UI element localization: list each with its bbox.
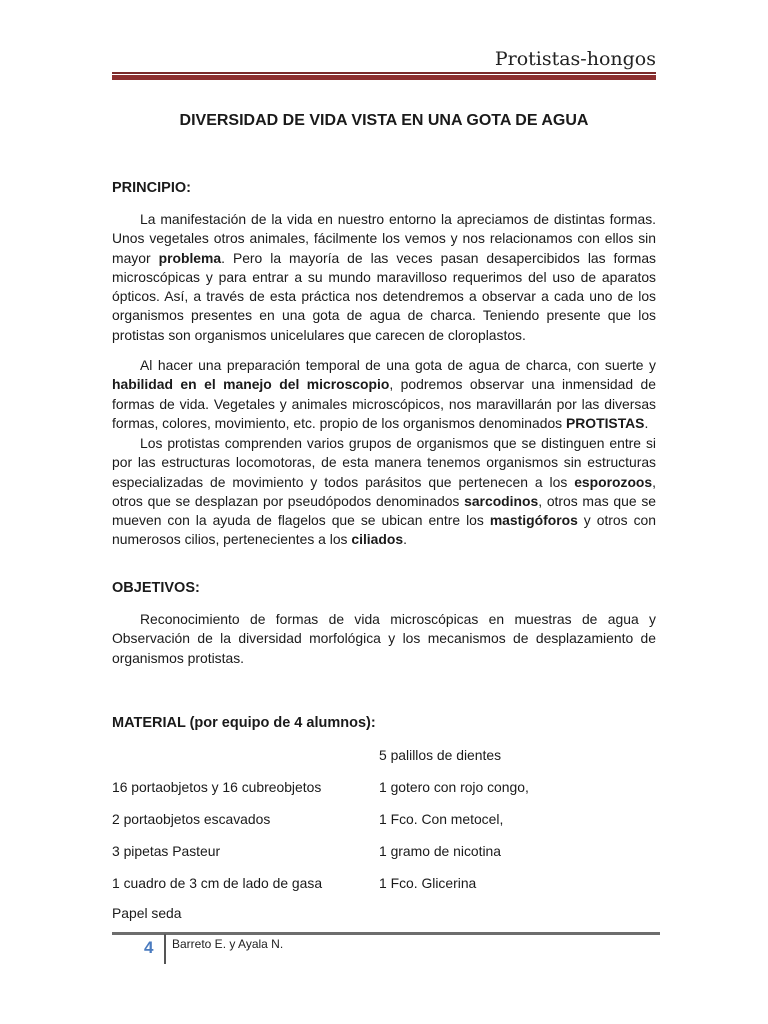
principio-heading: PRINCIPIO: (112, 180, 191, 196)
objetivos-heading: OBJETIVOS: (112, 580, 200, 596)
principio-paragraph-3 (112, 434, 656, 550)
p3-bold-esporozoos: esporozoos (574, 473, 653, 490)
p3-text-c: , otros que se desplazan por pseudópodos denominados (112, 473, 656, 509)
material-right-item-5: 1 Fco. Glicerina (379, 875, 477, 891)
p3-bold-sarcodinos: sarcodinos (464, 492, 539, 509)
footer-author: Barreto E. y Ayala N. (172, 937, 284, 951)
p2-text-a: Al hacer una preparación temporal de una gota de agua de charca, con suerte y (140, 357, 656, 373)
p2-text-c: , podremos observar una inmensidad de formas de vida. Vegetales y animales microscópicos, nos maravillarán por las diversas formas, colores, movimiento, etc. propio de los organismos denominados (112, 376, 656, 431)
p3-text-a: Los protistas comprenden varios grupos de organismos que se distinguen entre si por las estructuras locomotoras, de esta manera tenemos organismos sin estructuras especializadas de movimiento y todos parásitos que pertenecen a los (112, 435, 656, 490)
document-title: DIVERSIDAD DE VIDA VISTA EN UNA GOTA DE AGUA (179, 112, 589, 129)
material-right-item-3: 1 Fco. Con metocel, (379, 811, 504, 827)
material-left-item-1: 16 portaobjetos y 16 cubreobjetos (112, 779, 322, 795)
footer-divider (164, 934, 166, 964)
p2-bold-habilidad: habilidad en el manejo del microscopio (112, 376, 390, 393)
material-left-item-3: 3 pipetas Pasteur (112, 843, 221, 859)
p2-text-e: . (644, 414, 649, 431)
p1-text-a: La manifestación de la vida en nuestro entorno la apreciamos de distintas formas. Unos vegetales otros animales, fácilmente los vemos y nos relacionamos con ellos sin mayor (112, 211, 656, 266)
p3-text-g: y otros con numerosos cilios, pertenecientes a los (112, 512, 656, 548)
material-left-item-4: 1 cuadro de 3 cm de lado de gasa (112, 875, 323, 891)
p2-bold-protistas: PROTISTAS (565, 414, 645, 431)
p1-text-c: . Pero la mayoría de las veces pasan desapercibidos las formas microscópicas y para entrar a su mundo maravilloso requerimos del uso de aparatos ópticos. Así, a través de esta práctica nos detendremos a observar a cada uno de los organismos presentes en una gota de agua de charca. Teniendo presente que los protistas son organismos unicelulares que carecen de cloroplastos. (112, 249, 656, 343)
p3-bold-mastigoforos: mastigóforos (489, 512, 578, 529)
header-rule-thick (112, 75, 656, 80)
p3-bold-ciliados: ciliados (351, 531, 404, 548)
header-title: Protistas-hongos (494, 48, 656, 70)
material-heading: MATERIAL (por equipo de 4 alumnos): (112, 715, 376, 731)
page-number: 4 (144, 938, 154, 957)
footer-rule (112, 932, 660, 935)
header-rule-thin (112, 72, 656, 74)
p3-text-i: . (403, 531, 407, 548)
objetivos-paragraph: Reconocimiento de formas de vida microscópicas en muestras de agua y Observación de la diversidad morfológica y los mecanismos de desplazamiento de organismos protistas. (112, 611, 656, 666)
material-right-item-1: 5 palillos de dientes (379, 747, 502, 763)
material-right-item-4: 1 gramo de nicotina (379, 843, 502, 859)
principio-paragraph-2 (112, 356, 656, 433)
p1-bold-problema: problema (158, 249, 222, 266)
p3-text-e: , otros mas que se mueven con la ayuda de flagelos que se ubican entre los (112, 492, 656, 529)
material-right-item-2: 1 gotero con rojo congo, (379, 779, 529, 795)
principio-paragraph-1 (112, 210, 656, 345)
material-left-item-2: 2 portaobjetos escavados (112, 811, 271, 827)
material-left-item-5: Papel seda (112, 905, 182, 921)
